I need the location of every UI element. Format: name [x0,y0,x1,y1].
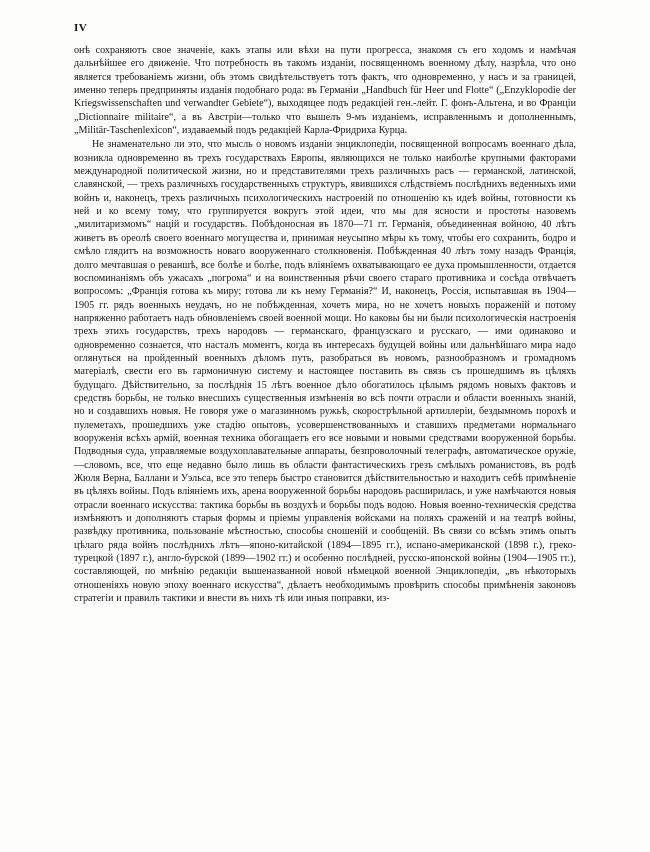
paragraph-1: онѣ сохраняютъ свое значеніе, какъ этапы или вѣхи на пути прогресса, знакомя съ его ходомъ и намѣчая дальнѣйшее его движеніе. Что потребность въ такомъ изданіи, посвященномъ военному дѣлу, назрѣла, что оно является требованіемъ жизни, объ этомъ свидѣтельствуетъ тотъ фактъ, что одновременно, у насъ и за границей, именно теперь предприняты изданія подобнаго рода: въ Германіи „Handbuch für Heer und Flotte“ („Enzyklopodie der Kriegswissenschaften und verwandter Gebiete“), выходящее подъ редакціей ген.-лейт. Г. фонъ-Альтена, и во Франціи „Dictionnaire militaire“, а въ Австріи—только что вышелъ 9-мъ изданіемъ, исправленнымъ и дополненнымъ, „Militär-Taschenlexicon“, издаваемый подъ редакціей Карла-Фридриха Курца. [74,45,576,137]
paragraph-2: Не знаменательно ли это, что мысль о новомъ изданіи энциклопедіи, посвященной вопросамъ военнаго дѣла, возникла одновременно въ трехъ государствахъ Европы, являющихся не только наиболѣе крупными факторами международной политической жизни, но и представителями трехъ различныхъ расъ — германской, латинской, славянской, — трехъ различныхъ государственныхъ структуръ, явившихся слѣдствіемъ послѣднихъ веденныхъ ими войнъ и, наконецъ, трехъ различныхъ психологическихъ настроеній по отношенію къ идеѣ войны, готовности къ ней и ко всему тому, что группируется вокругъ этой идеи, что мы для ясности и простоты назовемъ „милитаризмомъ“ націй и государствъ. Побѣдоносная въ 1870—71 гг. Германія, объединенная войною, 40 лѣтъ живетъ въ ореолѣ своего военнаго могущества и, принимая неусыпно мѣры къ тому, чтобы его сохранить, бодро и смѣло глядитъ на возможность новаго вооруженнаго столкновенія. Побѣжденная 40 лѣтъ тому назадъ Франція, долго мечтавшая о реваншѣ, все болѣе и болѣе, подъ вліяніемъ охватывающаго ее духа промышленности, отдается воспоминаніямъ объ ужасахъ „погрома“ и на воинственныя рѣчи своего стараго противника и сосѣда отвѣчаетъ вопросомъ: „Франція готова къ миру; готова ли къ нему Германія?“ И, наконецъ, Россія, испытавшая въ 1904—1905 гг. рядъ военныхъ неудачъ, но не побѣжденная, хочетъ мира, но не хочетъ новыхъ пораженій и потому напряженно работаетъ надъ обновленіемъ своей военной мощи. Но каковы бы ни были психологическія настроенія трехъ этихъ государствъ, трехъ народовъ — германскаго, французскаго и русскаго, — ими одинаково и одновременно сознается, что насталъ моментъ, когда въ интересахъ будущей войны или дальнѣйшаго мира надо оглянуться на пройденный военныхъ дѣломъ путь, разобраться въ новомъ, разнообразномъ и громадномъ матеріалѣ, свести его въ гармоничную систему и настоящее поставить въ связь съ прошедшимъ въ цѣляхъ будущаго. Дѣйствительно, за послѣднія 15 лѣтъ военное дѣло обогатилось цѣлымъ рядомъ новыхъ фактовъ и средствъ борьбы, не только внесшихъ существенныя измѣненія во всѣ почти отрасли и области военныхъ знаній, но и создавшихъ новыя. Не говоря уже о магазинномъ ружьѣ, скорострѣльной артиллеріи, бездымномъ порохѣ и пулеметахъ, прошедшихъ уже стадію опытовъ, усовершенствованныхъ и ставшихъ предметами нормальнаго вооруженія всѣхъ армій, военная техника обогащаетъ его все новыми и новыми средствами вооруженной борьбы. Подводныя суда, управляемые воздухоплавательные аппараты, безпроволочный телеграфъ, автоматическое оружіе,—словомъ, все, что еще недавно было лишь въ области фантастическихъ грезъ смѣлыхъ романистовъ, въ родѣ Жюля Верна, Баллани и Уэльса, все это теперь быстро становится дѣйствительностью и находитъ себѣ примѣненіе въ цѣляхъ войны. Подъ вліяніемъ ихъ, арена вооруженной борьбы народовъ расширилась, и уже намѣчаются новыя отрасли военнаго искусства: тактика борьбы въ воздухѣ и борьбы подъ водою. Новыя военно-техническія средства измѣняютъ и дополняютъ старыя формы и пріемы управленія войсками на поляхъ сраженій и на театрѣ войны, развѣдку противника, пользованіе мѣстностью, способы сношеній и сообщеній. Въ связи со всѣмъ этимъ опытъ цѣлаго ряда войнъ послѣднихъ лѣтъ—японо-китайской (1894—1895 гг.), испано-американской (1898 г.), греко-турецкой (1897 г.), англо-бурской (1899—1902 гг.) и особенно послѣдней, русско-японской войны (1904—1905 гг.), составляющей, по мнѣнію редакціи вышеназванной новой нѣмецкой военной Энциклопедіи, „въ нѣкоторыхъ отношеніяхъ новую эпоху военнаго искусства“, дѣлаетъ необходимымъ провѣрить способы примѣненія законовъ стратегіи и правилъ тактики и внести въ нихъ тѣ или иныя поправки, из- [74,139,576,605]
page-number: IV [74,22,88,34]
body-text [74,44,576,605]
